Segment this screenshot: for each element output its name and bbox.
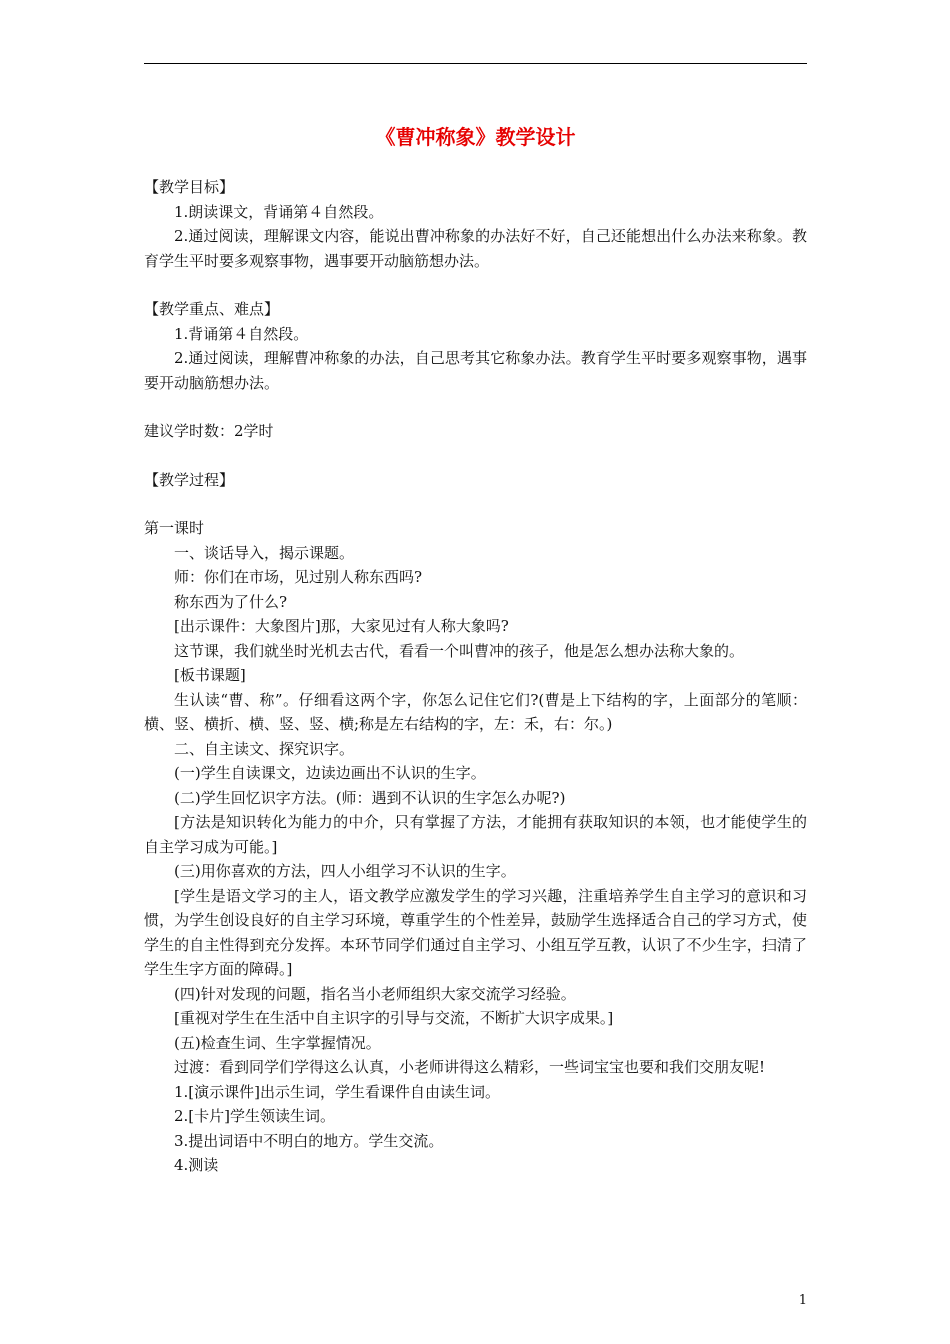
page-number: 1 <box>798 1293 807 1308</box>
document-title: 《曹冲称象》教学设计 <box>375 125 576 149</box>
process-paragraph: (五)检查生词、生字掌握情况。 <box>174 1033 381 1052</box>
process-paragraph: 2.[卡片]学生领读生词。 <box>174 1107 336 1125</box>
goals-item: 2.通过阅读，理解课文内容，能说出曹冲称象的办法好不好，自己还能想出什么办法来称象。教育学生平时要多观察事物，遇事要开动脑筋想办法。 <box>144 227 807 270</box>
goals-item: 1.朗读课文，背诵第４自然段。 <box>174 202 384 221</box>
process-paragraph: 一、谈话导入，揭示课题。 <box>174 543 355 562</box>
process-paragraph: (二)学生回忆识字方法。(师：遇到不认识的生字怎么办呢?) <box>174 788 566 807</box>
lesson-title: 第一课时 <box>144 519 205 537</box>
process-paragraph: (一)学生自读课文，边读边画出不认识的生字。 <box>174 764 486 782</box>
process-heading: 【教学过程】 <box>144 470 235 489</box>
process-paragraph: 过渡：看到同学们学得这么认真，小老师讲得这么精彩，一些词宝宝也要和我们交朋友呢! <box>174 1058 766 1076</box>
process-paragraph: 3.提出词语中不明白的地方。学生交流。 <box>174 1131 444 1150</box>
process-paragraph: [出示课件：大象图片]那，大家见过有人称大象吗? <box>174 617 509 635</box>
process-paragraph: 4.测读 <box>174 1156 219 1174</box>
process-paragraph: (四)针对发现的问题，指名当小老师组织大家交流学习经验。 <box>174 984 576 1003</box>
process-paragraph: 1.[演示课件]出示生词，学生看课件自由读生词。 <box>174 1082 501 1101</box>
process-paragraph: (三)用你喜欢的方法，四人小组学习不认识的生字。 <box>174 862 516 880</box>
document-body <box>144 175 807 1178</box>
process-paragraph: 这节课，我们就坐时光机去古代，看看一个叫曹冲的孩子，他是怎么想办法称大象的。 <box>174 641 745 660</box>
focus-item: 2.通过阅读，理解曹冲称象的办法，自己思考其它称象办法。教育学生平时要多观察事物，遇事要开动脑筋想办法。 <box>144 349 807 392</box>
process-paragraph: [学生是语文学习的主人，语文教学应激发学生的学习兴趣，注重培养学生自主学习的意识和习惯，为学生创设良好的自主学习环境，尊重学生的个性差异，鼓励学生选择适合自己的学习方式，使学生的自主性得到充分发挥。本环节同学们通过自主学习、小组互学互教，认识了不少生字，扫清了学生生字方面的障碍。] <box>144 886 807 978</box>
focus-item: 1.背诵第４自然段。 <box>174 324 309 343</box>
process-paragraph: [重视对学生在生活中自主识字的引导与交流，不断扩大识字成果。] <box>174 1009 614 1027</box>
process-paragraph: 二、自主读文、探究识字。 <box>174 739 355 758</box>
goals-heading: 【教学目标】 <box>144 178 235 196</box>
focus-heading: 【教学重点、难点】 <box>144 300 280 318</box>
process-paragraph: [方法是知识转化为能力的中介，只有掌握了方法，才能拥有获取知识的本领，也才能使学生的自主学习成为可能。] <box>144 813 807 856</box>
process-paragraph: [板书课题] <box>174 666 246 684</box>
process-paragraph: 生认读“曹、称”。仔细看这两个字，你怎么记住它们?(曹是上下结构的字，上面部分的笔顺：横、竖、横折、横、竖、竖、横;称是左右结构的字，左：禾，右：尔。) <box>144 690 807 733</box>
process-paragraph: 师：你们在市场，见过别人称东西吗? <box>174 568 423 586</box>
process-paragraph: 称东西为了什么? <box>174 592 288 611</box>
header-rule <box>144 63 807 64</box>
suggested-hours: 建议学时数：2学时 <box>144 422 274 440</box>
